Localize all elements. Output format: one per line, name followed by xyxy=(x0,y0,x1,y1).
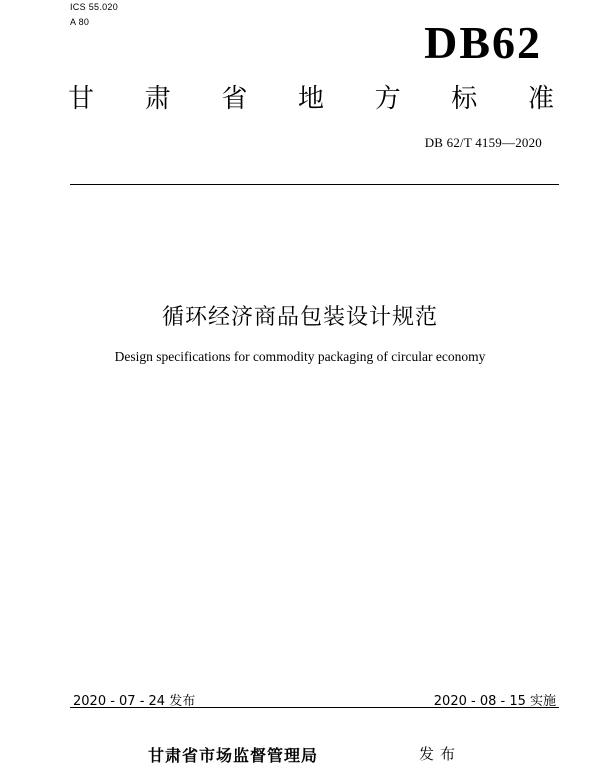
standard-type-char: 省 xyxy=(221,84,248,114)
standard-type-char: 肃 xyxy=(144,84,171,114)
standard-type-heading xyxy=(68,86,554,112)
top-divider xyxy=(70,184,559,185)
standard-type-char: 标 xyxy=(451,84,478,114)
standard-type-char: 地 xyxy=(297,84,324,114)
issue-label: 发布 xyxy=(419,745,462,763)
standard-type-char: 甘 xyxy=(68,84,95,114)
document-title-english: Design specifications for commodity packaging of circular economy xyxy=(114,349,486,364)
standard-number: DB 62/T 4159—2020 xyxy=(424,135,542,150)
document-title-chinese: 循环经济商品包装设计规范 xyxy=(161,305,438,330)
standard-type-char: 准 xyxy=(527,84,554,114)
issuing-authority: 甘肃省市场监督管理局 xyxy=(148,746,319,765)
ccs-number: A 80 xyxy=(70,17,90,27)
issue-date: 2020 - 07 - 24 发布 xyxy=(73,694,196,709)
standard-code-logo: DB62 xyxy=(424,17,542,68)
implementation-date: 2020 - 08 - 15 实施 xyxy=(433,694,556,709)
bottom-divider xyxy=(70,707,559,708)
ics-number: ICS 55.020 xyxy=(70,2,119,12)
standard-type-char: 方 xyxy=(374,84,401,114)
